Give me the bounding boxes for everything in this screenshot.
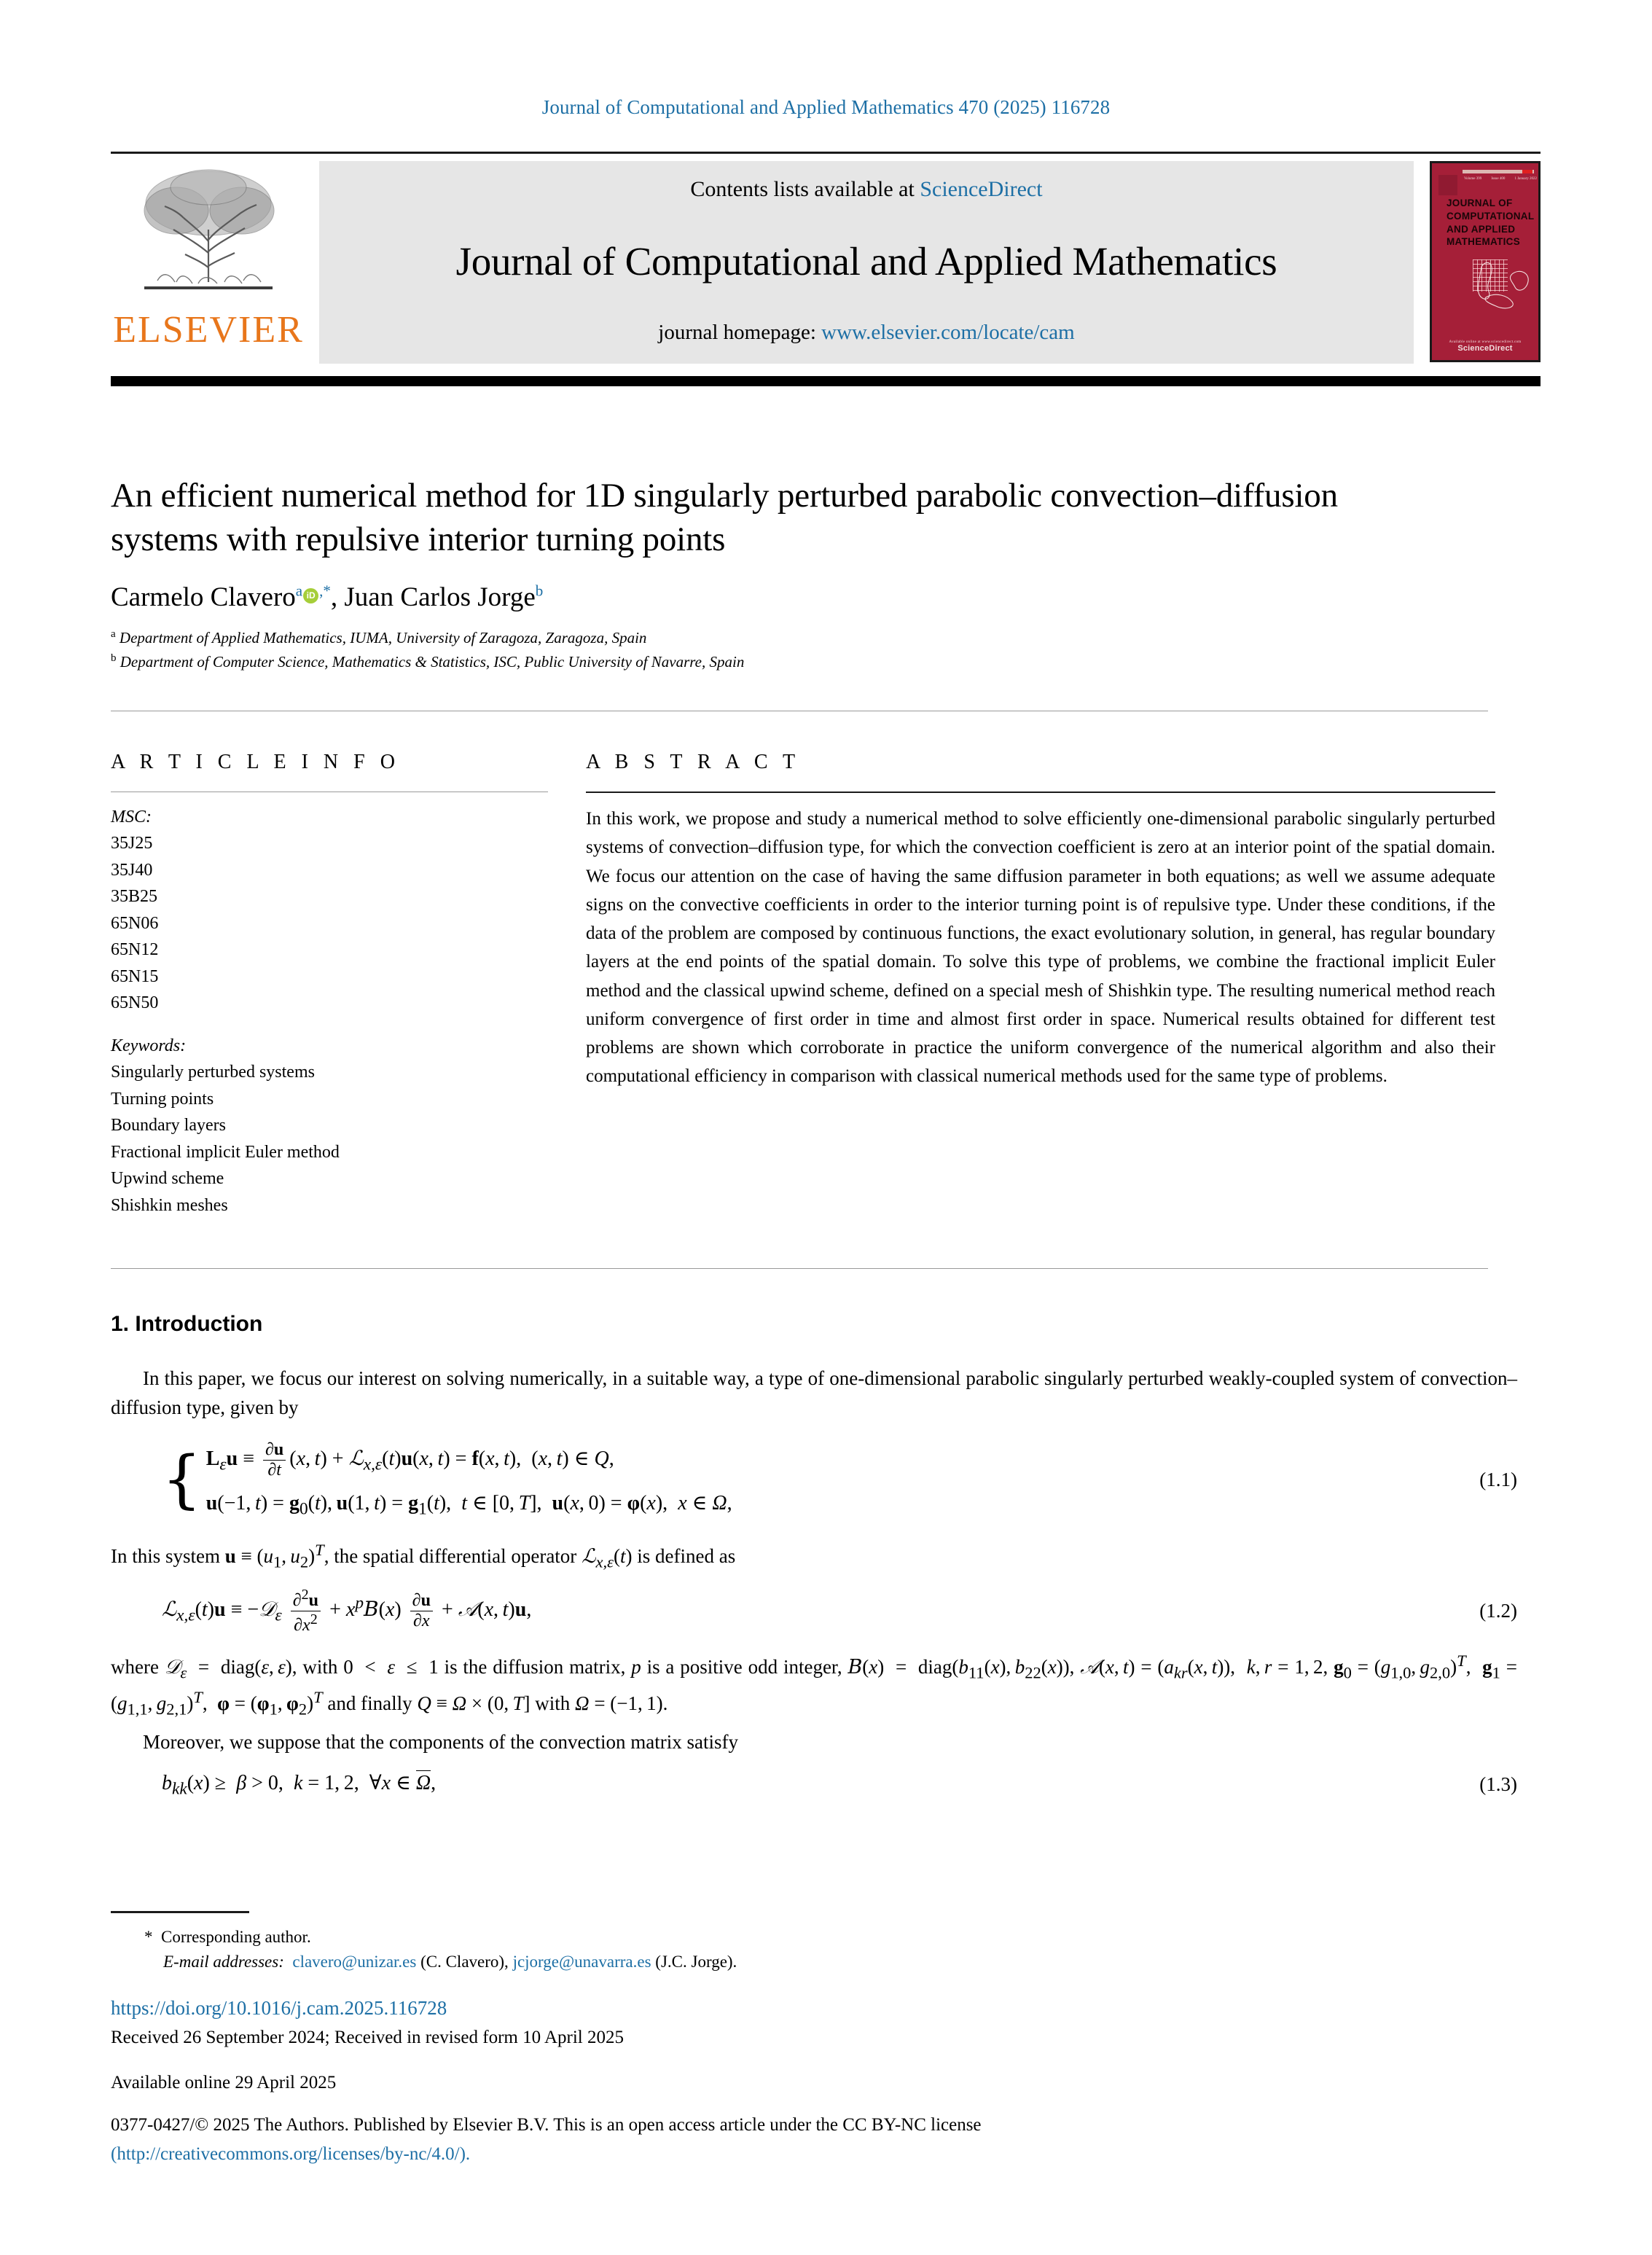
cover-footer-small: Available online at www.sciencedirect.com [1449, 340, 1522, 344]
msc-group [111, 804, 548, 1017]
equation-1-1 [111, 1435, 1517, 1525]
abstract-text: In this work, we propose and study a numerical method to solve efficiently one-dimensional parabolic singularly perturbed systems of convection–diffusion type, for which the convection coefficient is zero at an interior point of the spatial domain. We focus our attention on the case of having the same diffusion parameter in both equations; as well we assume adequate signs on the convective coefficients in order to the interior turning point is of repulsive type. Under these conditions, if the data of the problem are composed by continuous functions, the exact evolutionary solution, in general, has regular boundary layers at the end points of the spatial domain. To solve this type of problems, we combine the fractional implicit Euler method and the classical upwind scheme, defined on a special mesh of Shishkin type. The resulting numerical method reach uniform convergence of first order in time and almost first order in space. Numerical results obtained for different test problems are shown which corroborate in practice the uniform convergence of the numerical algorithm and also their computational efficiency in comparison with classical numerical methods used for the same type of problems. [586, 809, 1495, 1087]
elsevier-logo [111, 161, 306, 374]
elsevier-wordmark: ELSEVIER [113, 309, 304, 351]
author-1-affiliation-marker: a [295, 582, 303, 600]
contents-line [690, 177, 1042, 202]
cover-rule-accent [1522, 170, 1532, 173]
article-info-body [111, 792, 548, 1219]
intro-paragraph-4: Moreover, we suppose that the components of the convection matrix satisfy [143, 1731, 738, 1754]
author-1-corresponding-marker: ,* [319, 582, 331, 600]
affiliation-b-marker: b [111, 652, 117, 665]
footnote-rule [111, 1911, 249, 1913]
email-owner-2: (J.C. Jorge). [655, 1953, 737, 1971]
license-link[interactable]: (http://creativecommons.org/licenses/by-nc/4.0/). [111, 2144, 471, 2164]
affiliation-list [111, 626, 1422, 674]
keyword-item: Upwind scheme [111, 1169, 224, 1189]
corresponding-marker: * [144, 1927, 153, 1946]
equation-1-2-body: ℒ$_{x,\varepsilon}$(t)u ≡ −𝒟$_\varepsilon$ $\frac{\partial^2u}{\partial x^2}$ + $x^p𝐵(x)$ $\frac{\partial u}{\partial x}$ + 𝒜(x, t)u, [162, 1587, 532, 1635]
homepage-prefix: journal homepage: [658, 321, 822, 344]
affiliation-a-text: Department of Applied Mathematics, IUMA, University of Zaragoza, Zaragoza, Spain [119, 629, 647, 647]
keywords-group [111, 1033, 548, 1219]
cover-date: 1 January 2022 [1514, 177, 1537, 181]
author-name-1: Carmelo Clavero [111, 582, 296, 613]
cover-issue-meta [1464, 177, 1537, 181]
cover-footer-brand: ScienceDirect [1457, 344, 1513, 353]
available-online-date: Available online 29 April 2025 [111, 2073, 337, 2093]
sciencedirect-link[interactable]: ScienceDirect [920, 177, 1043, 201]
cover-issue: Issue 400 [1491, 177, 1506, 181]
msc-code: 65N50 [111, 993, 159, 1013]
article-title: An efficient numerical method for 1D singularly perturbed parabolic convection–diffusion systems with repulsive interior turning points [111, 477, 1338, 559]
msc-code: 35J25 [111, 834, 153, 853]
contents-prefix: Contents lists available at [690, 177, 920, 201]
journal-masthead [111, 152, 1541, 374]
msc-code: 35J40 [111, 860, 153, 880]
msc-code: 65N12 [111, 940, 159, 960]
received-dates: Received 26 September 2024; Received in revised form 10 April 2025 [111, 2027, 624, 2047]
orcid-icon[interactable]: iD [303, 588, 318, 603]
keyword-item: Boundary layers [111, 1116, 226, 1136]
homepage-line [658, 321, 1074, 345]
msc-label: MSC: [111, 808, 152, 826]
email-owner-1: (C. Clavero), [420, 1953, 509, 1971]
affiliation-b [111, 650, 1422, 674]
abstract-column [586, 751, 1495, 1235]
abstract-bottom-divider [111, 1268, 1488, 1269]
affiliation-a [111, 626, 1422, 650]
doi-link[interactable]: https://doi.org/10.1016/j.cam.2025.116728 [111, 1996, 447, 2019]
equation-1-2-number: (1.2) [1479, 1600, 1517, 1622]
equation-1-3-number: (1.3) [1479, 1773, 1517, 1796]
equation-brace: { [162, 1442, 202, 1516]
equation-1-1-number: (1.1) [1479, 1469, 1517, 1491]
keyword-item: Turning points [111, 1089, 214, 1109]
journal-title: Journal of Computational and Applied Mathematics [455, 239, 1277, 284]
equation-1-2 [111, 1587, 1517, 1635]
keyword-item: Fractional implicit Euler method [111, 1142, 340, 1162]
section-heading-introduction: 1. Introduction [111, 1312, 263, 1336]
msc-code: 65N06 [111, 913, 159, 933]
equation-1-3 [111, 1770, 1517, 1799]
article-info-heading: A R T I C L E I N F O [111, 751, 400, 773]
intro-paragraph-1: In this paper, we focus our interest on solving numerically, in a suitable way, a type of one-dimensional parabolic singularly perturbed weakly-coupled system of convection–diffusion type, given by [111, 1367, 1517, 1418]
author-list [111, 582, 1422, 613]
doi-link-wrapper [111, 1997, 1517, 2020]
email-label: E-mail addresses: [163, 1953, 284, 1971]
article-info-column [111, 751, 548, 1235]
info-abstract-section [111, 751, 1495, 1235]
equation-1-1-line-2: u(−1, $t) = g_0(t)$, u(1, $t) = g_1(t)$, t ∈ [0, T], u(x, 0) = φ(x), x ∈ Ω, [205, 1492, 732, 1519]
page-footer [111, 1911, 1517, 2170]
masthead-bottom-bar [111, 376, 1541, 386]
elsevier-tree-icon [136, 165, 281, 308]
msc-code: 35B25 [111, 887, 158, 907]
keyword-item: Shishkin meshes [111, 1195, 228, 1215]
abstract-heading: A B S T R A C T [586, 751, 801, 773]
cover-mesh-graphic [1464, 255, 1540, 312]
equation-1-3-body: $b_{kk}(x) \ge \beta > 0$, k = 1, 2, ∀x ∈ Ω, [162, 1771, 437, 1799]
corresponding-author-note [111, 1925, 1517, 1950]
running-head: Journal of Computational and Applied Mathematics 470 (2025) 116728 [541, 96, 1111, 118]
email-addresses-note [111, 1950, 1517, 1975]
article-body [111, 1312, 1517, 1812]
license-statement [111, 2111, 1517, 2169]
journal-banner [319, 161, 1414, 364]
journal-cover-thumbnail [1430, 161, 1541, 362]
cover-title: JOURNAL OF COMPUTATIONAL AND APPLIED MATHEMATICS [1447, 198, 1535, 248]
journal-homepage-link[interactable]: www.elsevier.com/locate/cam [821, 321, 1075, 344]
cover-volume: Volume 399 [1464, 177, 1482, 181]
affiliation-b-text: Department of Computer Science, Mathematics & Statistics, ISC, Public University of Navarre, Spain [120, 653, 745, 671]
intro-paragraph-3: where 𝒟$_\varepsilon$ = diag(ε, ε), with 0 < ε ≤ 1 is the diffusion matrix, p is a positive odd integer, 𝐵(x) = $diag(b_{11}(x)$, $b_{22}(x)$), 𝒜(x, $t) = (a_{kr}(x$, t)), k, r = 1, 2, $g_0 = (g_{1,0}$, $g_{2,0})^T$, $g_1 = (g_{1,1}$, $g_{2,1})^T$, $\varphi = (\varphi_1$, $\varphi_2)^T$ and finally Q ≡ Ω × (0, T] with Ω = (−1, 1). [111, 1652, 1517, 1719]
author-name-2: , Juan Carlos Jorge [330, 582, 536, 613]
equation-1-1-line-1: $L_\varepsilon u$ ≡ $\frac{\partial u}{\partial t}$ (x, t) + ℒ$_{x,\varepsilon}$(t)u(x, t) = f(x, t), (x, t) ∈ Q, [205, 1440, 614, 1480]
cover-footer [1432, 340, 1538, 353]
email-link-1[interactable]: clavero@unizar.es [292, 1953, 417, 1971]
cover-elsevier-mark [1438, 175, 1457, 195]
title-block [111, 474, 1422, 674]
intro-paragraph-2: In this system $u \equiv (u_1$, $u_2)^T$, the spatial differential operator ℒ$_{x,\varepsilon}$(t) is defined as [111, 1540, 736, 1571]
license-text: 0377-0427/© 2025 The Authors. Published by Elsevier B.V. This is an open access article under the CC BY-NC license [111, 2115, 982, 2135]
affiliation-a-marker: a [111, 628, 116, 641]
keyword-item: Singularly perturbed systems [111, 1063, 315, 1082]
equation-1-1-body [111, 1435, 1479, 1525]
email-link-2[interactable]: jcjorge@unavarra.es [512, 1953, 651, 1971]
keywords-label: Keywords: [111, 1036, 187, 1055]
msc-code: 65N15 [111, 966, 159, 986]
author-2-affiliation-marker: b [535, 582, 544, 600]
corresponding-text: Corresponding author. [161, 1927, 311, 1946]
